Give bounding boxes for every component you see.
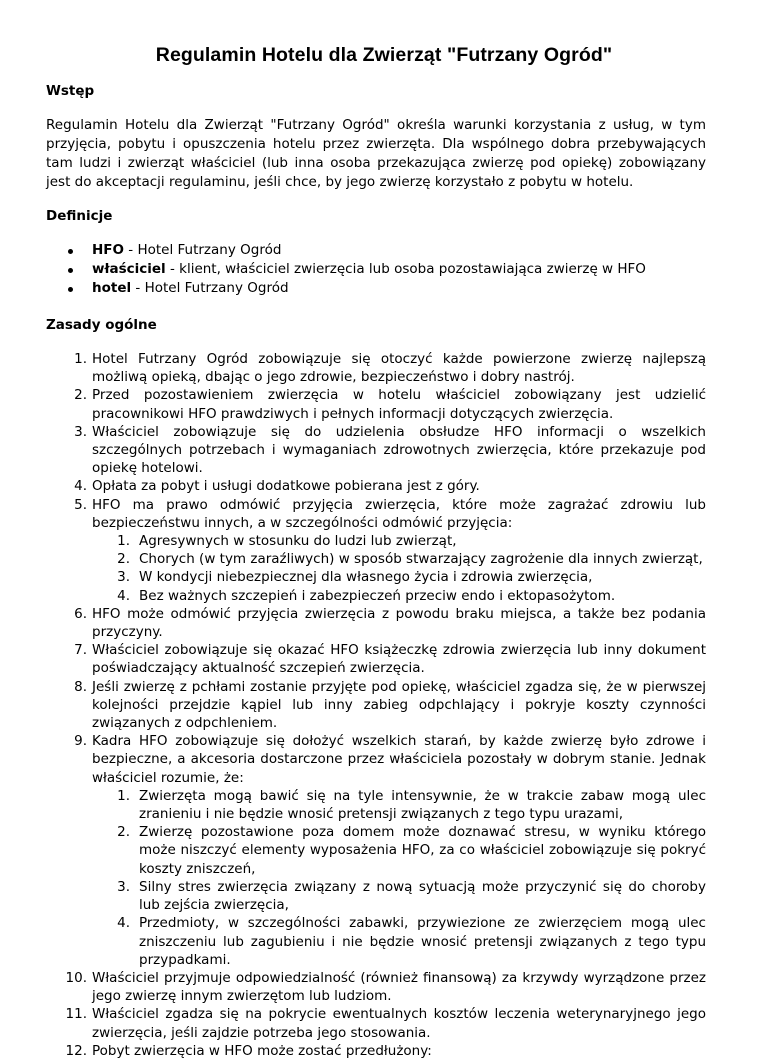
rule-number: 10. <box>65 969 87 986</box>
rule-text: Kadra HFO zobowiązuje się dołożyć wszelkich starań, by każde zwierzę było zdrowe i bezpieczne, a akcesoria dostarczone przez właściciela pozostały w dobrym stanie. Jednak właściciel rozumie, że: <box>92 733 706 786</box>
rule-number: 11. <box>65 1006 87 1023</box>
definition-item <box>46 241 706 260</box>
definition-description: - Hotel Futrzany Ogród <box>124 242 282 258</box>
rule-subitem <box>92 550 706 568</box>
rule-text: HFO może odmówić przyjęcia zwierzęcia z powodu braku miejsca, a także bez podania przyczyny. <box>92 605 706 641</box>
rule-text: Hotel Futrzany Ogród zobowiązuje się otoczyć każde powierzone zwierzę najlepszą możliwą opieką, dbając o jego zdrowie, bezpieczeństwo i dobry nastrój. <box>92 351 706 386</box>
rule-number: 9. <box>74 733 87 750</box>
rule-subitem-number: 1. <box>117 533 130 550</box>
definition-term: właściciel <box>92 261 166 277</box>
rule-text: Właściciel przyjmuje odpowiedzialność (również finansową) za krzywdy wyrządzone przez jego zwierzę innym zwierzętom lub ludziom. <box>92 969 706 1005</box>
rule-item <box>46 678 706 733</box>
definition-item <box>46 279 706 298</box>
rule-number: 7. <box>74 642 87 659</box>
rule-sublist <box>92 787 706 969</box>
rule-item <box>46 477 706 495</box>
section-heading-definitions: Definicje <box>46 208 113 224</box>
rule-text: Pobyt zwierzęcia w HFO może zostać przedłużony: <box>92 1042 432 1059</box>
rule-number: 12. <box>65 1042 87 1059</box>
rule-text: Właściciel zobowiązuje się okazać HFO książeczkę zdrowia zwierzęcia lub inny dokument poświadczający aktualność szczepień zwierzęcia. <box>92 642 706 677</box>
rule-subitem-text: Silny stres zwierzęcia związany z nową sytuacją może przyczynić się do choroby lub zejścia zwierzęcia, <box>139 878 706 914</box>
rule-subitem-text: Zwierzęta mogą bawić się na tyle intensywnie, że w trakcie zabaw mogą ulec zranieniu i nie będzie wnosić pretensji związanych z tego typu urazami, <box>139 787 706 823</box>
rule-subitem-text: Agresywnych w stosunku do ludzi lub zwierząt, <box>139 533 457 550</box>
rule-subitem <box>92 787 706 823</box>
definition-term: HFO <box>92 242 124 258</box>
rule-subitem-text: Zwierzę pozostawione poza domem może doznawać stresu, w wyniku którego może niszczyć elementy wyposażenia HFO, za co właściciel zobowiązuje się pokryć koszty zniszczeń, <box>139 824 706 877</box>
rule-text: Właściciel zgadza się na pokrycie ewentualnych kosztów leczenia weterynaryjnego jego zwierzęcia, jeśli zajdzie potrzeba jego stosowania. <box>92 1006 706 1041</box>
rule-item <box>46 605 706 641</box>
rule-number: 6. <box>74 605 87 622</box>
rule-number: 1. <box>74 351 87 367</box>
rule-subitem <box>92 568 706 586</box>
rule-number: 4. <box>74 478 87 495</box>
rule-number: 2. <box>74 387 87 404</box>
rule-item <box>46 1042 706 1060</box>
definition-term: hotel <box>92 280 132 296</box>
rule-subitem-number: 2. <box>117 551 130 568</box>
intro-paragraph: Regulamin Hotelu dla Zwierząt "Futrzany Ogród" określa warunki korzystania z usług, w tym przyjęcia, pobytu i opuszczenia hotelu przez zwierzęta. Dla wspólnego dobra przebywających tam ludzi i zwierząt właściciel (lub inna osoba przekazująca zwierzę pod opiekę) zobowiązany jest do akceptacji regulaminu, jeśli chce, by jego zwierzę korzystało z pobytu w hotelu. <box>46 117 706 190</box>
rule-sublist <box>92 532 706 605</box>
rule-subitem-text: Chorych (w tym zaraźliwych) w sposób stwarzający zagrożenie dla innych zwierząt, <box>139 551 703 568</box>
rule-subitem-number: 3. <box>117 878 130 895</box>
definition-description: - klient, właściciel zwierzęcia lub osoba pozostawiająca zwierzę w HFO <box>165 261 646 277</box>
rule-item <box>46 732 706 969</box>
rule-subitem-text: Przedmioty, w szczególności zabawki, przywiezione ze zwierzęciem mogą ulec zniszczeniu lub zagubieniu i nie będzie wnosić pretensji związanych z tego typu przypadkami. <box>139 915 706 968</box>
section-heading-intro: Wstęp <box>46 83 95 99</box>
rule-subitem <box>92 587 706 605</box>
definition-description: - Hotel Futrzany Ogród <box>131 280 289 296</box>
rule-subitem-text: W kondycji niebezpiecznej dla własnego życia i zdrowia zwierzęcia, <box>139 569 593 586</box>
rule-item <box>46 496 706 605</box>
rule-subitem <box>92 878 706 914</box>
definition-item <box>46 260 706 279</box>
rule-number: 3. <box>74 423 87 440</box>
rule-item <box>46 641 706 677</box>
rule-subitem-text: Bez ważnych szczepień i zabezpieczeń przeciw endo i ektopasożytom. <box>139 587 616 604</box>
definitions-list <box>46 241 706 298</box>
rule-subitem-number: 3. <box>117 569 130 586</box>
rule-item <box>46 969 706 1005</box>
rule-item <box>46 423 706 478</box>
section-heading-rules: Zasady ogólne <box>46 317 157 333</box>
rule-subitem <box>92 823 706 878</box>
rule-text: HFO ma prawo odmówić przyjęcia zwierzęcia, które może zagrażać zdrowiu lub bezpieczeństwu innych, a w szczególności odmówić przyjęcia: <box>92 496 706 531</box>
rule-item <box>46 386 706 422</box>
rule-subitem-number: 4. <box>117 915 130 932</box>
rule-subitem <box>92 914 706 969</box>
rule-text: Opłata za pobyt i usługi dodatkowe pobierana jest z góry. <box>92 478 480 495</box>
document-title: Regulamin Hotelu dla Zwierząt "Futrzany Ogród" <box>155 44 613 66</box>
rule-text: Przed pozostawieniem zwierzęcia w hotelu właściciel zobowiązany jest udzielić pracownikowi HFO prawdziwych i pełnych informacji dotyczących zwierzęcia. <box>92 387 706 422</box>
rule-text: Właściciel zobowiązuje się do udzielenia obsłudze HFO informacji o wszelkich szczególnych potrzebach i wymaganiach zdrowotnych zwierzęcia, które przekazuje pod opiekę hotelowi. <box>92 423 706 477</box>
rule-text: Jeśli zwierzę z pchłami zostanie przyjęte pod opiekę, właściciel zgadza się, że w pierwszej kolejności przejdzie kąpiel lub inny zabieg odpchlający i pokryje koszty czynności związanych z odpchleniem. <box>92 678 706 732</box>
rule-subitem-number: 1. <box>117 787 130 804</box>
rule-item <box>46 350 706 386</box>
rule-number: 5. <box>74 496 87 513</box>
rule-subitem-number: 2. <box>117 824 130 841</box>
rule-subitem-number: 4. <box>117 587 130 604</box>
rules-list <box>46 350 706 1060</box>
rule-number: 8. <box>74 678 87 695</box>
rule-subitem <box>92 532 706 550</box>
